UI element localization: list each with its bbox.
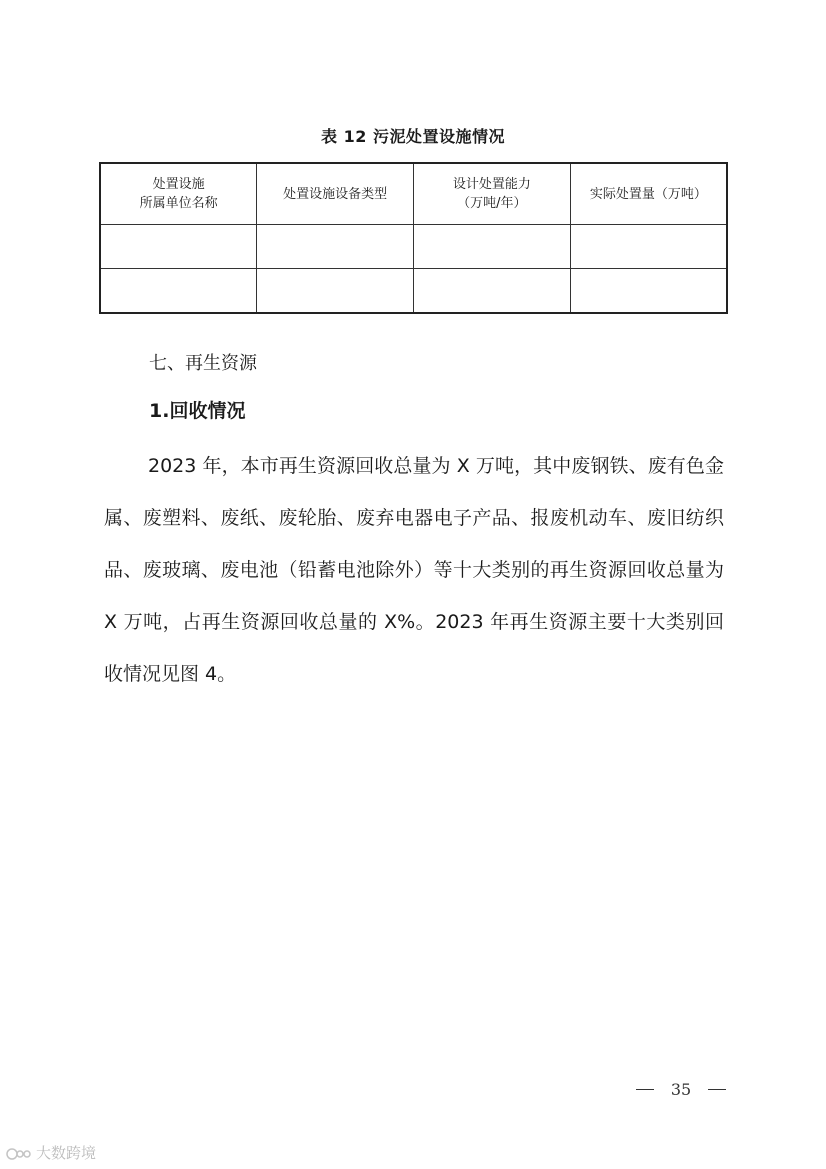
dash-left bbox=[636, 1089, 654, 1090]
page-number bbox=[636, 1080, 726, 1099]
table-cell bbox=[257, 225, 414, 269]
body-paragraph: 2023 年，本市再生资源回收总量为 X 万吨，其中废钢铁、废有色金属、废塑料、废纸、废轮胎、废弃电器电子产品、报废机动车、废旧纺织品、废玻璃、废电池（铅蓄电池除外）等十大类别的再生资源回收总量为 X 万吨，占再生资源回收总量的 X%。2023 年再生资源主要十大类别回收情况见图 4。 bbox=[104, 455, 724, 685]
sludge-facility-table bbox=[99, 162, 728, 314]
watermark-text: 大数跨境 bbox=[36, 1144, 97, 1162]
table-cell bbox=[570, 225, 727, 269]
header-design-capacity: 设计处置能力 （万吨/年） bbox=[414, 163, 571, 225]
table-title: 表 12 污泥处置设施情况 bbox=[321, 127, 505, 146]
subsection-heading: 1.回收情况 bbox=[149, 400, 246, 422]
table-header-row bbox=[100, 163, 727, 225]
table-cell bbox=[100, 269, 257, 314]
header-equipment-type: 处置设施设备类型 bbox=[257, 163, 414, 225]
header-unit-name: 处置设施 所属单位名称 bbox=[100, 163, 257, 225]
table-row bbox=[100, 269, 727, 314]
watermark-logo-icon bbox=[6, 1145, 32, 1161]
table-cell bbox=[414, 269, 571, 314]
table-cell bbox=[257, 269, 414, 314]
table-row bbox=[100, 225, 727, 269]
watermark bbox=[6, 1142, 96, 1163]
table-cell bbox=[570, 269, 727, 314]
dash-right bbox=[708, 1089, 726, 1090]
table-cell bbox=[414, 225, 571, 269]
section-heading: 七、再生资源 bbox=[149, 353, 257, 374]
page-number-text: 35 bbox=[670, 1080, 692, 1099]
table-cell bbox=[100, 225, 257, 269]
header-actual-volume: 实际处置量（万吨） bbox=[570, 163, 727, 225]
